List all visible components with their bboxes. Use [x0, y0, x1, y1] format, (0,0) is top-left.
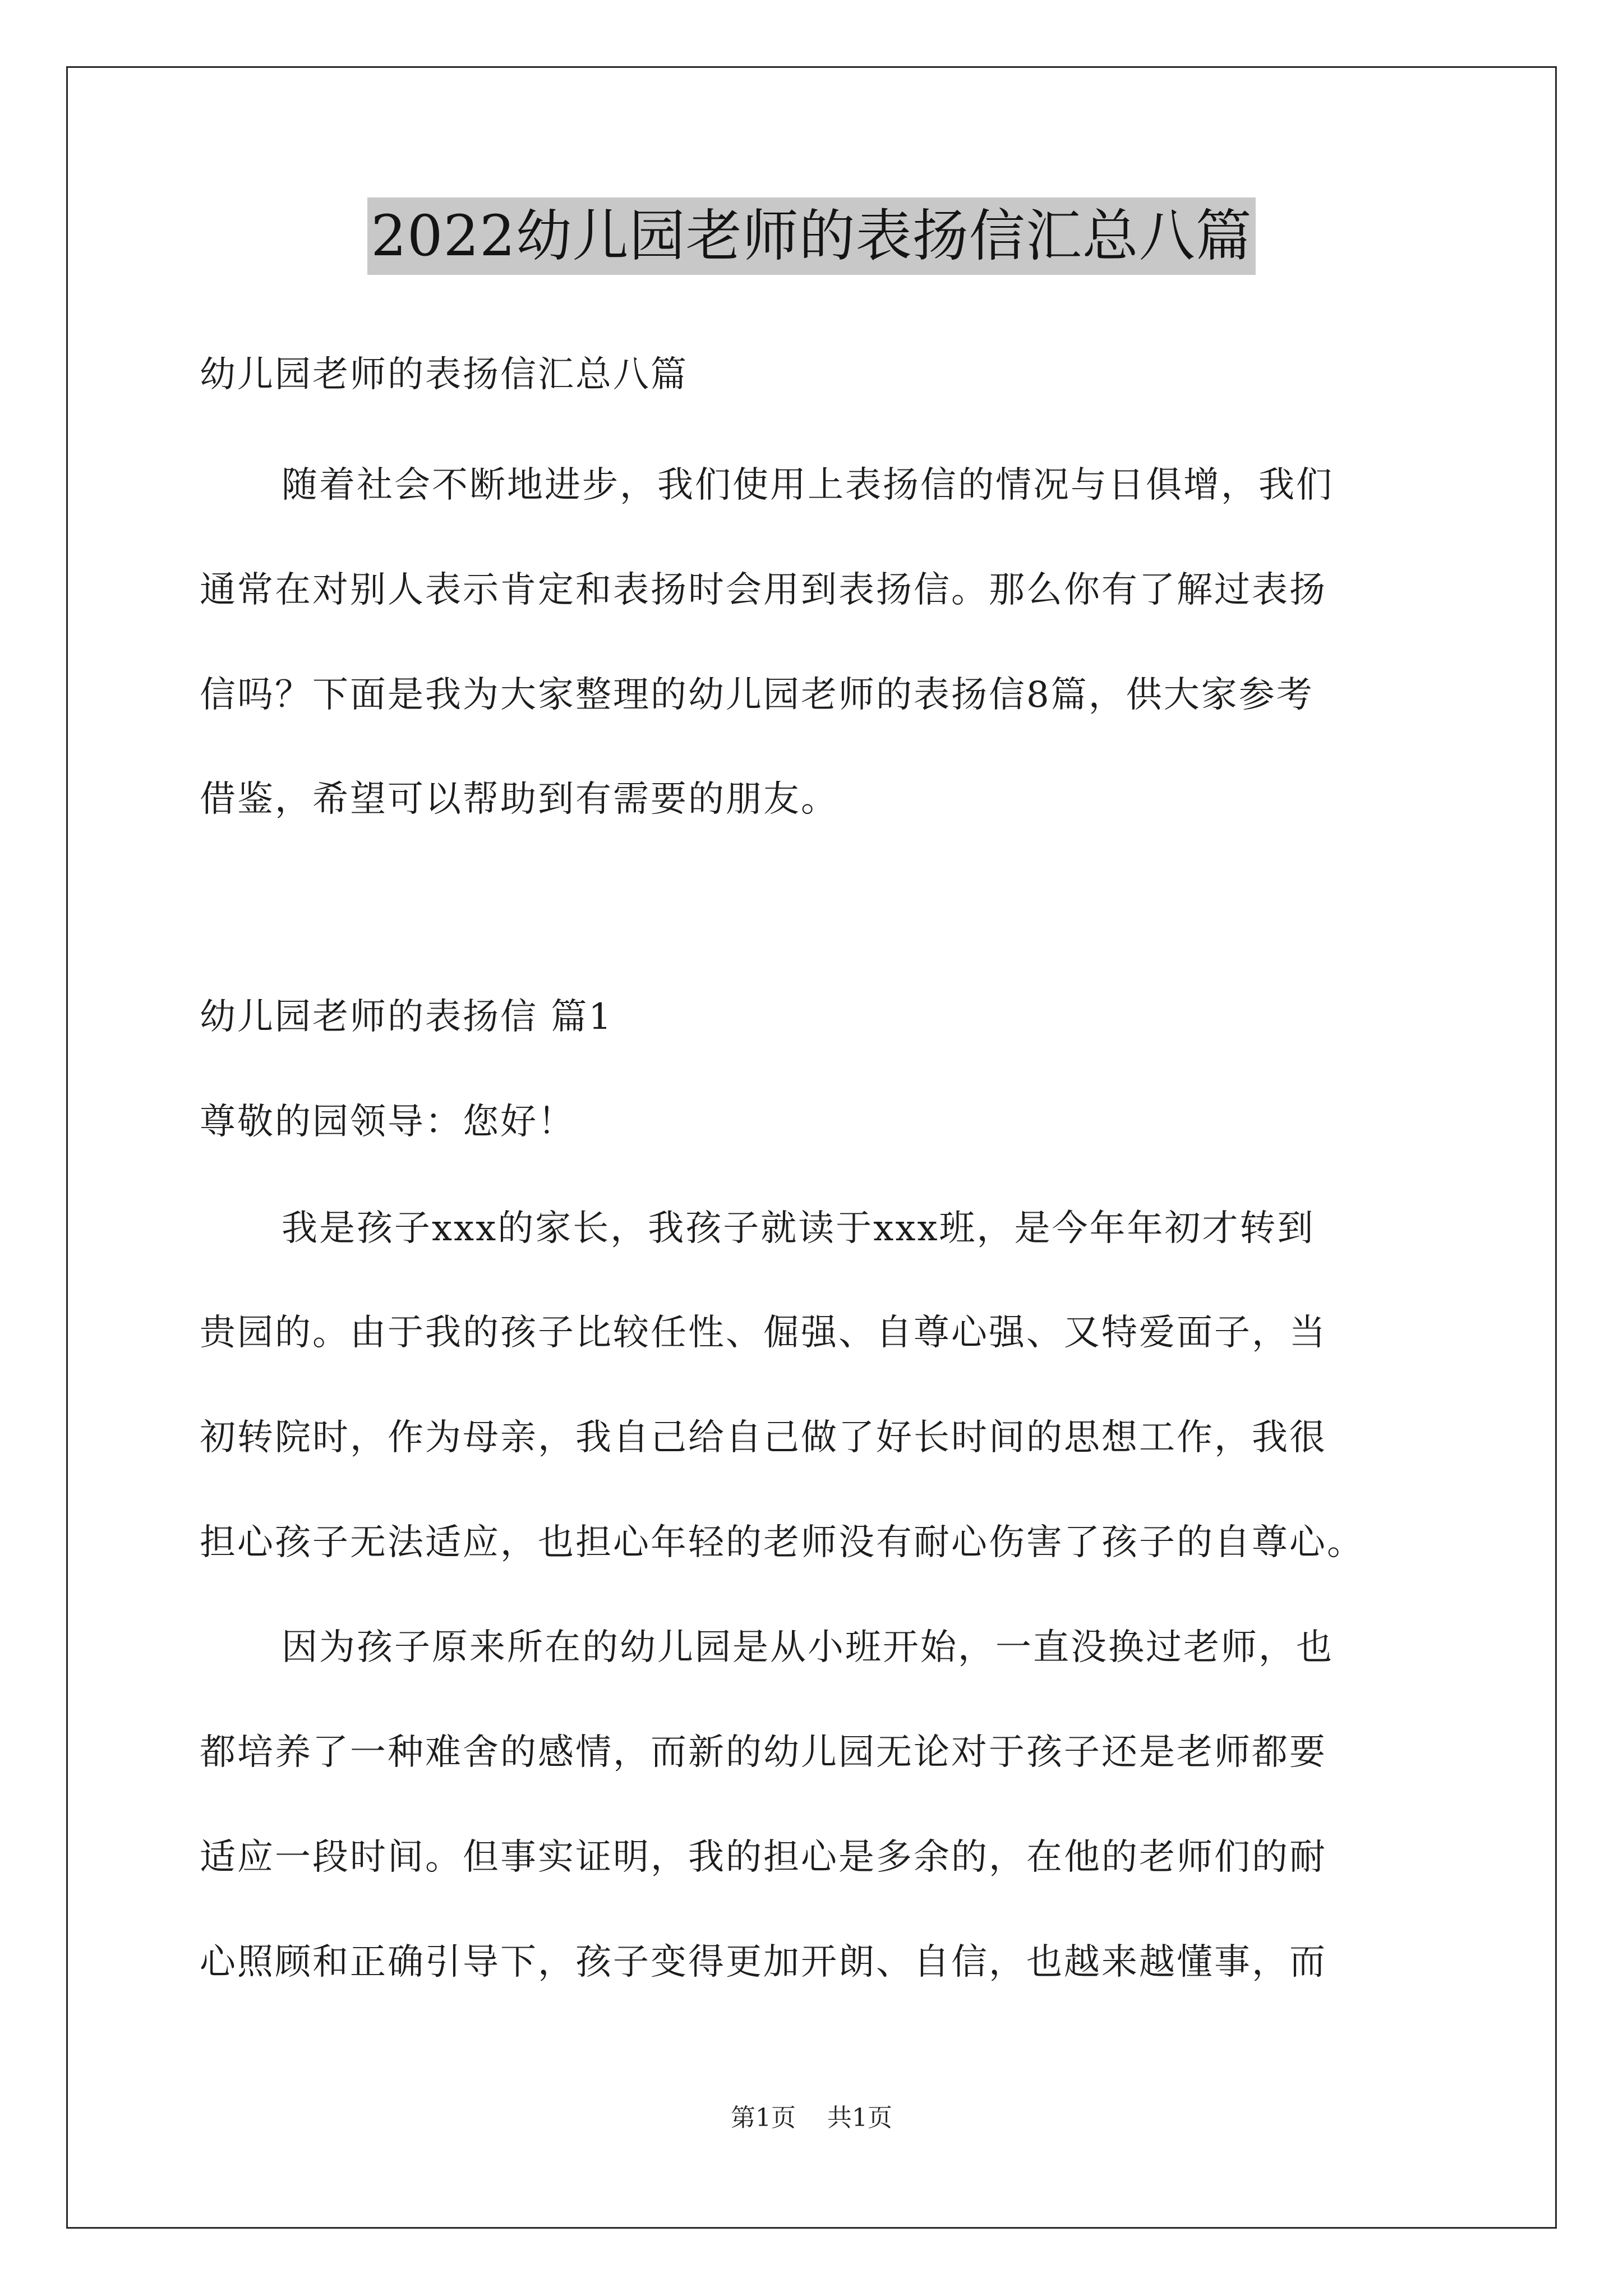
page-footer: [0, 2102, 1623, 2134]
paragraph-line: 我是孩子xxx的家长，我孩子就读于xxx班，是今年年初才转到: [282, 1208, 1315, 1249]
paragraph-line: 适应一段时间。但事实证明，我的担心是多余的，在他的老师们的耐: [200, 1837, 1327, 1878]
salutation-line: 尊敬的园领导：您好！: [200, 1101, 575, 1143]
paragraph-line: 担心孩子无法适应，也担心年轻的老师没有耐心伤害了孩子的自尊心。: [200, 1522, 1364, 1563]
document-title: 2022幼儿园老师的表扬信汇总八篇: [367, 197, 1256, 275]
paragraph-line: 通常在对别人表示肯定和表扬时会用到表扬信。那么你有了解过表扬: [200, 569, 1327, 611]
paragraph-line: 贵园的。由于我的孩子比较任性、倔强、自尊心强、又特爱面子，当: [200, 1312, 1327, 1354]
paragraph-line: 随着社会不断地进步，我们使用上表扬信的情况与日俱增，我们: [282, 464, 1334, 506]
paragraph-line: 都培养了一种难舍的感情，而新的幼儿园无论对于孩子还是老师都要: [200, 1732, 1327, 1773]
page-number: 第1页: [731, 2104, 796, 2132]
title-container: [0, 197, 1623, 275]
paragraph-line: 借鉴，希望可以帮助到有需要的朋友。: [200, 779, 838, 820]
paragraph-line: 信吗？下面是我为大家整理的幼儿园老师的表扬信8篇，供大家参考: [200, 674, 1314, 716]
paragraph-line: 因为孩子原来所在的幼儿园是从小班开始，一直没换过老师，也: [282, 1627, 1334, 1668]
page-total: 共1页: [827, 2104, 892, 2132]
paragraph-line: 心照顾和正确引导下，孩子变得更加开朗、自信，也越来越懂事，而: [200, 1941, 1327, 1983]
section-heading: 幼儿园老师的表扬信 篇1: [200, 996, 614, 1038]
paragraph-line: 初转院时，作为母亲，我自己给自己做了好长时间的思想工作，我很: [200, 1417, 1327, 1458]
subtitle-line: 幼儿园老师的表扬信汇总八篇: [200, 354, 688, 395]
